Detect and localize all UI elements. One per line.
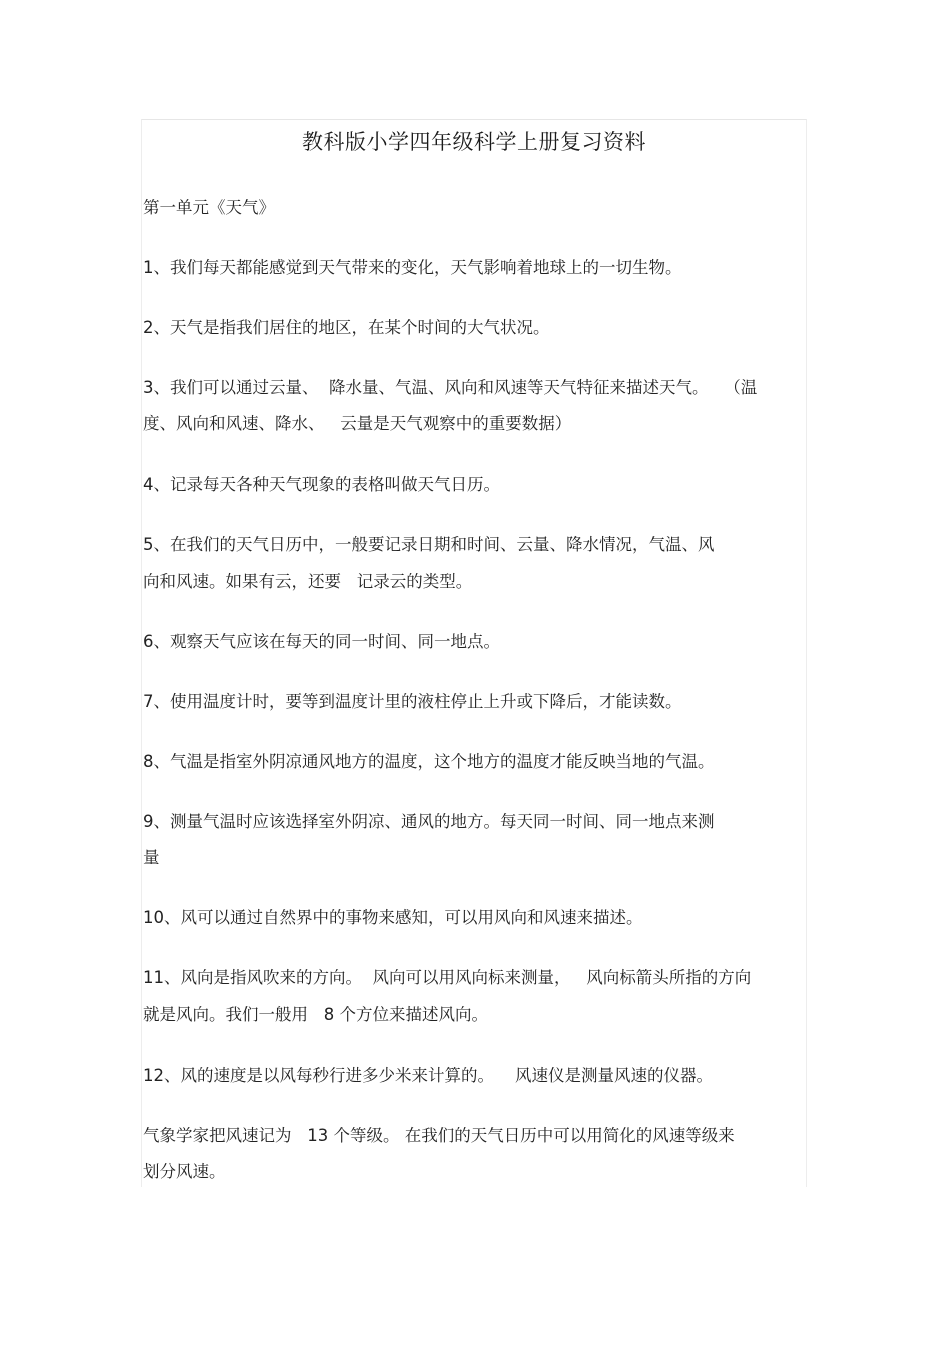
text-line: 11、风向是指风吹来的方向。 风向可以用风向标来测量， 风向标箭头所指的方向 bbox=[143, 968, 752, 987]
text-line: 划分风速。 bbox=[143, 1162, 226, 1181]
text-line: 1、我们每天都能感觉到天气带来的变化，天气影响着地球上的一切生物。 bbox=[143, 258, 682, 277]
text-line: 5、在我们的天气日历中，一般要记录日期和时间、云量、降水情况，气温、风 bbox=[143, 535, 715, 554]
text-line: 2、天气是指我们居住的地区，在某个时间的大气状况。 bbox=[143, 318, 550, 337]
text-line: 10、风可以通过自然界中的事物来感知，可以用风向和风速来描述。 bbox=[143, 908, 643, 927]
text-line: 就是风向。我们一般用 8 个方位来描述风向。 bbox=[143, 1005, 488, 1024]
text-line: 9、测量气温时应该选择室外阴凉、通风的地方。每天同一时间、同一地点来测 bbox=[143, 812, 715, 831]
document-title: 教科版小学四年级科学上册复习资料 bbox=[302, 130, 646, 154]
text-line: 7、使用温度计时，要等到温度计里的液柱停止上升或下降后，才能读数。 bbox=[143, 692, 682, 711]
text-line: 气象学家把风速记为 13 个等级。 在我们的天气日历中可以用简化的风速等级来 bbox=[143, 1126, 735, 1145]
text-line: 向和风速。如果有云，还要 记录云的类型。 bbox=[143, 572, 473, 591]
unit-heading: 第一单元《天气》 bbox=[143, 198, 275, 217]
text-line: 量 bbox=[143, 848, 160, 867]
text-line: 8、气温是指室外阴凉通风地方的温度，这个地方的温度才能反映当地的气温。 bbox=[143, 752, 715, 771]
text-line: 12、风的速度是以风每秒行进多少米来计算的。 风速仪是测量风速的仪器。 bbox=[143, 1066, 713, 1085]
text-line: 6、观察天气应该在每天的同一时间、同一地点。 bbox=[143, 632, 500, 651]
text-line: 度、风向和风速、降水、 云量是天气观察中的重要数据） bbox=[143, 414, 572, 433]
text-line: 4、记录每天各种天气现象的表格叫做天气日历。 bbox=[143, 475, 500, 494]
text-line: 3、我们可以通过云量、 降水量、气温、风向和风速等天气特征来描述天气。 （温 bbox=[143, 378, 758, 397]
